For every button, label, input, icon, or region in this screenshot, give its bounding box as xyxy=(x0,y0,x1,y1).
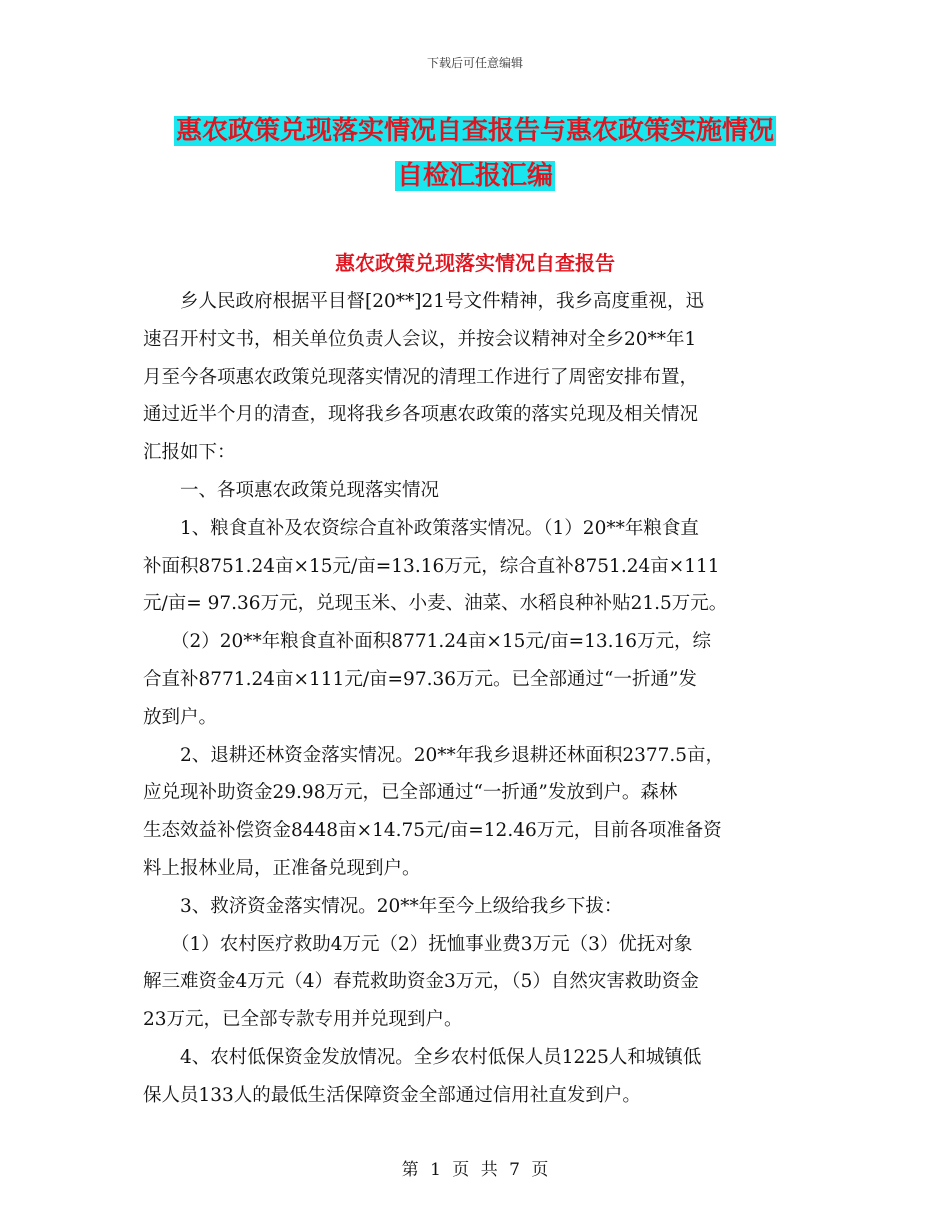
document-body xyxy=(143,283,823,1115)
body-line: 通过近半个月的清查，现将我乡各项惠农政策的落实兑现及相关情况 xyxy=(143,404,699,426)
body-line: 补面积8751.24亩×15元/亩=13.16万元，综合直补8751.24亩×111 xyxy=(143,555,720,577)
body-line: 3、救济资金落实情况。20**年至今上级给我乡下拔： xyxy=(180,895,623,917)
body-line: 料上报林业局，正准备兑现到户。 xyxy=(143,857,421,879)
document-title-line-2 xyxy=(0,155,950,192)
body-line: 速召开村文书，相关单位负责人会议，并按会议精神对全乡20**年1 xyxy=(143,328,697,350)
body-line: 汇报如下： xyxy=(143,442,236,464)
body-line: 解三难资金4万元（4）春荒救助资金3万元，（5）自然灾害救助资金 xyxy=(143,971,699,993)
body-line: （2）20**年粮食直补面积8771.24亩×15元/亩=13.16万元，综 xyxy=(171,631,712,653)
document-title-text-2: 自检汇报汇编 xyxy=(396,161,553,191)
body-line: 合直补8771.24亩×111元/亩=97.36万元。已全部通过“一折通”发 xyxy=(143,668,697,690)
body-line: 元/亩= 97.36万元，兑现玉米、小麦、油菜、水稻良种补贴21.5万元。 xyxy=(143,593,728,615)
body-line: 23万元，已全部专款专用并兑现到户。 xyxy=(143,1009,463,1031)
body-line: 月至今各项惠农政策兑现落实情况的清理工作进行了周密安排布置， xyxy=(143,366,699,388)
body-line: 生态效益补偿资金8448亩×14.75元/亩=12.46万元，目前各项准备资 xyxy=(143,820,722,842)
document-title-text-1: 惠农政策兑现落实情况自查报告与惠农政策实施情况 xyxy=(175,116,774,146)
body-line: 放到户。 xyxy=(143,706,218,728)
body-line: 2、退耕还林资金落实情况。20**年我乡退耕还林面积2377.5亩， xyxy=(180,744,725,766)
body-line: 一、各项惠农政策兑现落实情况 xyxy=(180,479,440,501)
document-title-line-1 xyxy=(0,110,950,147)
header-note: 下载后可任意编辑 xyxy=(426,56,523,70)
body-line: 保人员133人的最低生活保障资金全部通过信用社直发到户。 xyxy=(143,1084,641,1106)
body-line: 1、粮食直补及农资综合直补政策落实情况。（1）20**年粮食直 xyxy=(180,517,699,539)
body-line: 应兑现补助资金29.98万元，已全部通过“一折通”发放到户。森林 xyxy=(143,782,678,804)
page-footer: 第 1 页 共 7 页 xyxy=(401,1160,549,1180)
body-line: 乡人民政府根据平目督[20**]21号文件精神，我乡高度重视，迅 xyxy=(180,291,705,312)
section-title: 惠农政策兑现落实情况自查报告 xyxy=(335,251,615,275)
body-line: 4、农村低保资金发放情况。全乡农村低保人员1225人和城镇低 xyxy=(180,1046,702,1068)
body-line: （1）农村医疗救助4万元（2）抚恤事业费3万元（3）优抚对象 xyxy=(171,933,693,955)
